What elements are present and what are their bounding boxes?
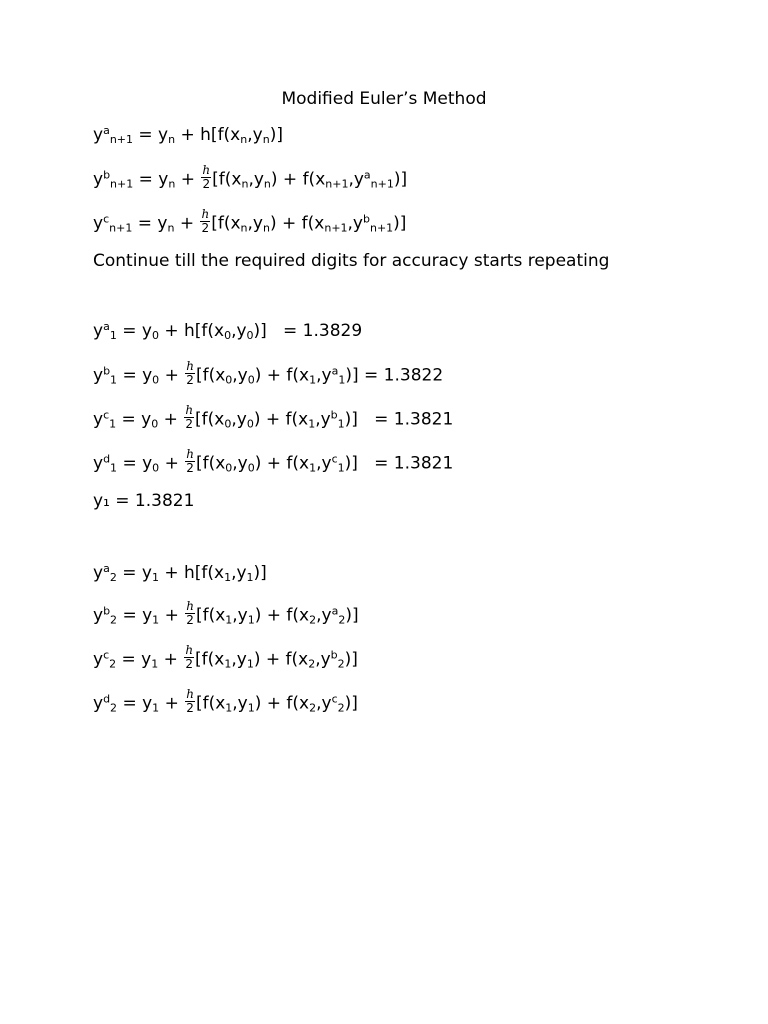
- formula-yc-n1: $y^c_{n+1} = y_n$ + $\frac{h}{2}$ $[f(x_n,y_n) + f(x_{n+1},y^b_{n+1})]$: [93, 207, 407, 235]
- step1-yd: $y^d_1 = y_0$ + $\frac{h}{2}$ $[f(x_0,y_0) + f(x_1,y^c_1)] = 1.3821$: [93, 447, 454, 475]
- step1-ya-result: = 1.3829: [283, 321, 363, 341]
- step2-ya: $y^a_2 = y_1 + h[f(x_1,y_1)]$: [93, 562, 267, 584]
- fraction-h-over-2: $\frac{h}{2}$: [186, 359, 194, 387]
- page-title: Modified Euler’s Method: [281, 89, 487, 109]
- formula-ya-n1: $y^a_{n+1} = y_n + h[f(x_n,y_n)]$: [93, 124, 283, 146]
- step2-yc: $y^c_2 = y_1$ + $\frac{h}{2}$ $[f(x_1,y_1) + f(x_2,y^b_2)]$: [93, 643, 358, 671]
- fraction-h-over-2: $\frac{h}{2}$: [202, 163, 211, 191]
- fraction-h-over-2: $\frac{h}{2}$: [186, 687, 194, 715]
- step1-yb-result: = 1.3822: [364, 365, 444, 386]
- step1-yc: $y^c_1 = y_0$ + $\frac{h}{2}$ $[f(x_0,y_0) + f(x_1,y^b_1)] = 1.3821$: [93, 403, 454, 431]
- step2-yb: $y^b_2 = y_1$ + $\frac{h}{2}$ $[f(x_1,y_1) + f(x_2,y^a_2)]$: [93, 599, 359, 627]
- step1-final-y1: y₁ = 1.3821: [93, 491, 195, 511]
- fraction-h-over-2: $\frac{h}{2}$: [186, 599, 194, 627]
- fraction-h-over-2: $\frac{h}{2}$: [185, 643, 194, 671]
- step1-ya: $y^a_1 = y_0 + h[f(x_0,y_0)] = 1.3829$: [93, 320, 363, 342]
- step1-yd-result: = 1.3821: [374, 453, 454, 474]
- step1-yb: $y^b_1 = y_0$ + $\frac{h}{2}$ $[f(x_0,y_0) + f(x_1,y^a_1)] = 1.3822$: [93, 359, 444, 387]
- fraction-h-over-2: $\frac{h}{2}$: [185, 403, 194, 431]
- step2-yd: $y^d_2 = y_1$ + $\frac{h}{2}$ $[f(x_1,y_1) + f(x_2,y^c_2)]$: [93, 687, 358, 715]
- continue-note: Continue till the required digits for accuracy starts repeating: [93, 251, 610, 271]
- fraction-h-over-2: $\frac{h}{2}$: [201, 207, 210, 235]
- step1-yc-result: = 1.3821: [374, 409, 454, 430]
- formula-yb-n1: $y^b_{n+1} = y_n$ + $\frac{h}{2}$ $[f(x_n,y_n) + f(x_{n+1},y^a_{n+1})]$: [93, 163, 408, 191]
- fraction-h-over-2: $\frac{h}{2}$: [186, 447, 194, 475]
